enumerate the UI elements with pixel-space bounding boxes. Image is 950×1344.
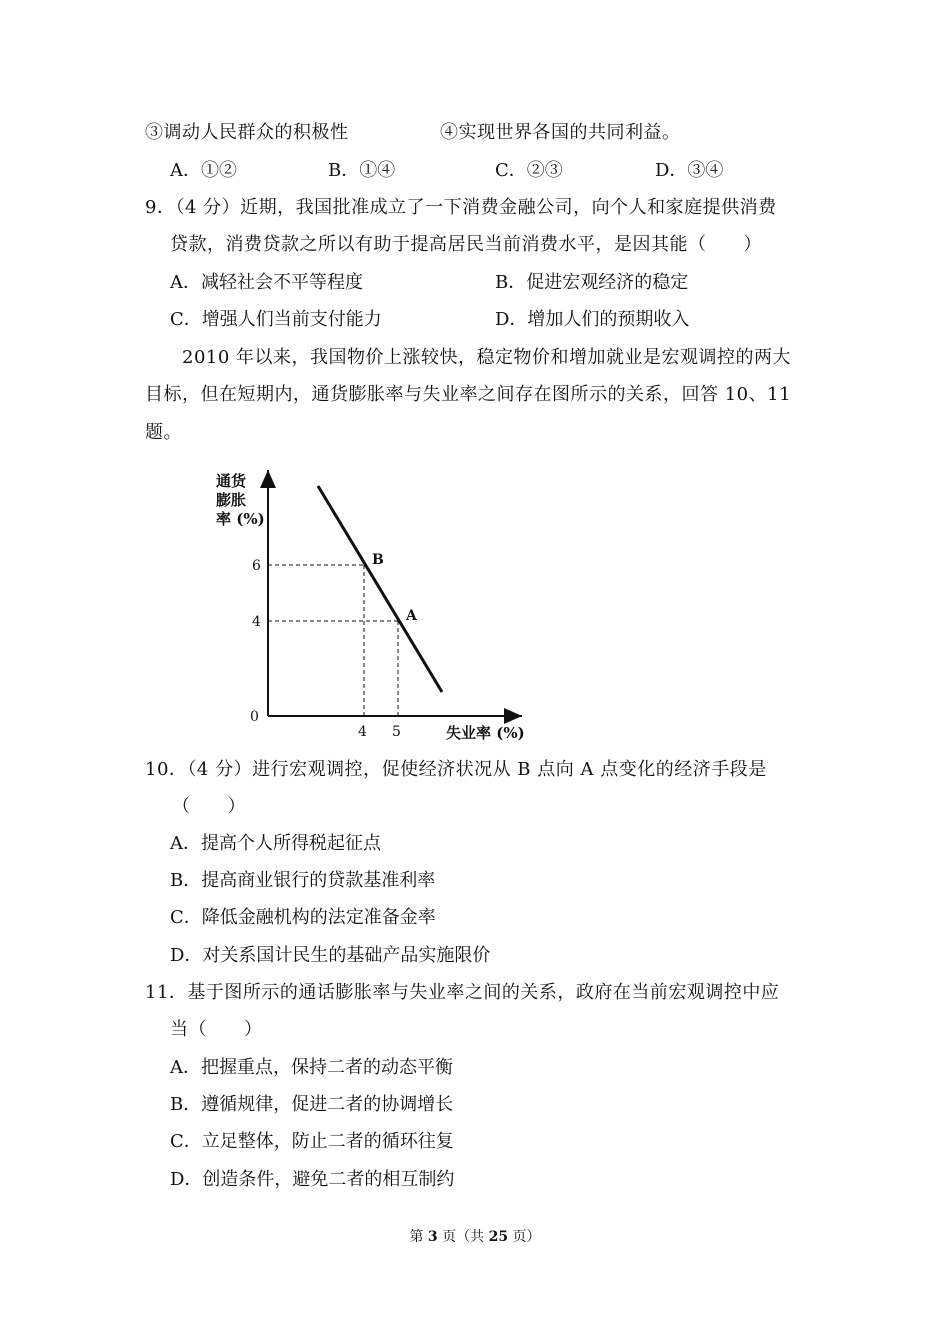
x-axis-label: 失业率 (%) [446, 724, 525, 742]
q9-option-c: C．增强人们当前支付能力 [170, 309, 382, 330]
trend-line [318, 486, 442, 692]
footer-middle: 页（共 [437, 1229, 489, 1245]
q9-option-a: A．减轻社会不平等程度 [170, 272, 363, 293]
q8-item-3: ③调动人民群众的积极性 [145, 122, 349, 143]
q11-stem-line2: 当（ ） [170, 1019, 263, 1040]
y-axis-label-line3: 率 (%) [216, 510, 265, 528]
intro-line1: 2010 年以来，我国物价上涨较快，稳定物价和增加就业是宏观调控的两大 [182, 347, 792, 368]
y-axis-label-line1: 通货 [216, 472, 247, 490]
q9-option-d: D．增加人们的预期收入 [495, 309, 690, 330]
q9-stem-line1: 9．（4 分）近期，我国批准成立了一下消费金融公司，向个人和家庭提供消费 [145, 197, 777, 218]
page-footer [0, 1228, 950, 1246]
q10-option-a: A．提高个人所得税起征点 [170, 833, 381, 854]
q11-stem-line1: 11．基于图所示的通话膨胀率与失业率之间的关系，政府在当前宏观调控中应 [145, 982, 780, 1003]
q10-stem-line1: 10．（4 分）进行宏观调控，促使经济状况从 B 点向 A 点变化的经济手段是 [145, 759, 767, 780]
q8-option-b: B．①④ [328, 160, 396, 181]
footer-total-pages: 25 [488, 1229, 509, 1245]
y-tick-4: 4 [252, 614, 261, 630]
x-tick-5: 5 [392, 724, 401, 740]
point-a-label: A [406, 608, 417, 624]
q10-option-c: C．降低金融机构的法定准备金率 [170, 907, 436, 928]
origin-label: 0 [250, 709, 259, 725]
q10-option-b: B．提高商业银行的贷款基准利率 [170, 870, 436, 891]
y-axis-label-line2: 膨胀 [216, 491, 247, 509]
q11-option-b: B．遵循规律，促进二者的协调增长 [170, 1094, 454, 1115]
intro-line3: 题。 [145, 422, 182, 443]
intro-line2: 目标，但在短期内，通货膨胀率与失业率之间存在图所示的关系，回答 10、11 [145, 384, 792, 405]
q9-option-b: B．促进宏观经济的稳定 [495, 272, 689, 293]
x-tick-4: 4 [358, 724, 367, 740]
q8-option-d: D．③④ [655, 160, 724, 181]
y-tick-6: 6 [252, 558, 261, 574]
q8-option-a: A．①② [170, 160, 237, 181]
q11-option-c: C．立足整体，防止二者的循环往复 [170, 1131, 454, 1152]
q10-option-d: D．对关系国计民生的基础产品实施限价 [170, 945, 491, 966]
footer-suffix: 页） [508, 1229, 541, 1245]
footer-page-number: 3 [427, 1229, 438, 1245]
phillips-curve-chart [200, 460, 540, 750]
q11-option-d: D．创造条件，避免二者的相互制约 [170, 1169, 455, 1190]
footer-prefix: 第 [409, 1229, 428, 1245]
point-b-label: B [372, 552, 384, 568]
q10-stem-line2: （ ） [172, 796, 246, 817]
q9-stem-line2: 贷款，消费贷款之所以有助于提高居民当前消费水平，是因其能（ ） [170, 234, 762, 255]
q8-option-c: C．②③ [495, 160, 563, 181]
q8-item-4: ④实现世界各国的共同利益。 [440, 122, 681, 143]
q11-option-a: A．把握重点，保持二者的动态平衡 [170, 1057, 453, 1078]
